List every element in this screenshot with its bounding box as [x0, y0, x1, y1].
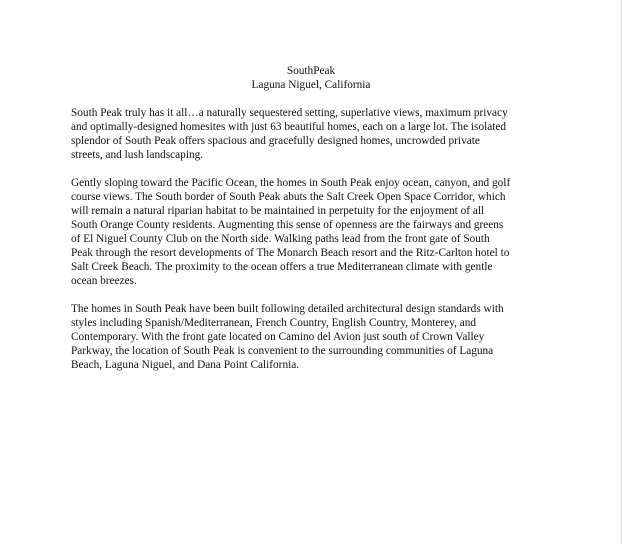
paragraph-overview: South Peak truly has it all…a naturally sequestered setting, superlative views, maximum privacy and optimally-designed homesites with just 63 beautiful homes, each on a large lot. The isolated splendor of South Peak offers spacious and gracefully designed homes, uncrowded private streets, and lush landscaping. — [71, 107, 508, 161]
paragraph-architecture: The homes in South Peak have been built following detailed architectural design standards with styles including Spanish/Mediterranean, French Country, English Country, Monterey, and Contemporary. With the front gate located on Camino del Avion just south of Crown Valley Parkway, the location of South Peak is convenient to the surrounding communities of Laguna Beach, Laguna Niguel, and Dana Point California. — [71, 303, 504, 371]
document-title: SouthPeak — [286, 65, 336, 77]
document-subtitle: Laguna Niguel, California — [251, 79, 371, 91]
paragraph-location: Gently sloping toward the Pacific Ocean, the homes in South Peak enjoy ocean, canyon, and golf course views. The South border of South Peak abuts the Salt Creek Open Space Corridor, which will remain a natural riparian habitat to be maintained in perpetuity for the enjoyment of all South Orange County residents. Augmenting this sense of openness are the fairways and greens of El Niguel County Club on the North side. Walking paths lead from the front gate of South Peak through the resort developments of The Monarch Beach resort and the Ritz-Carlton hotel to Salt Creek Beach. The proximity to the ocean offers a true Mediterranean climate with gentle ocean breezes. — [71, 177, 511, 287]
